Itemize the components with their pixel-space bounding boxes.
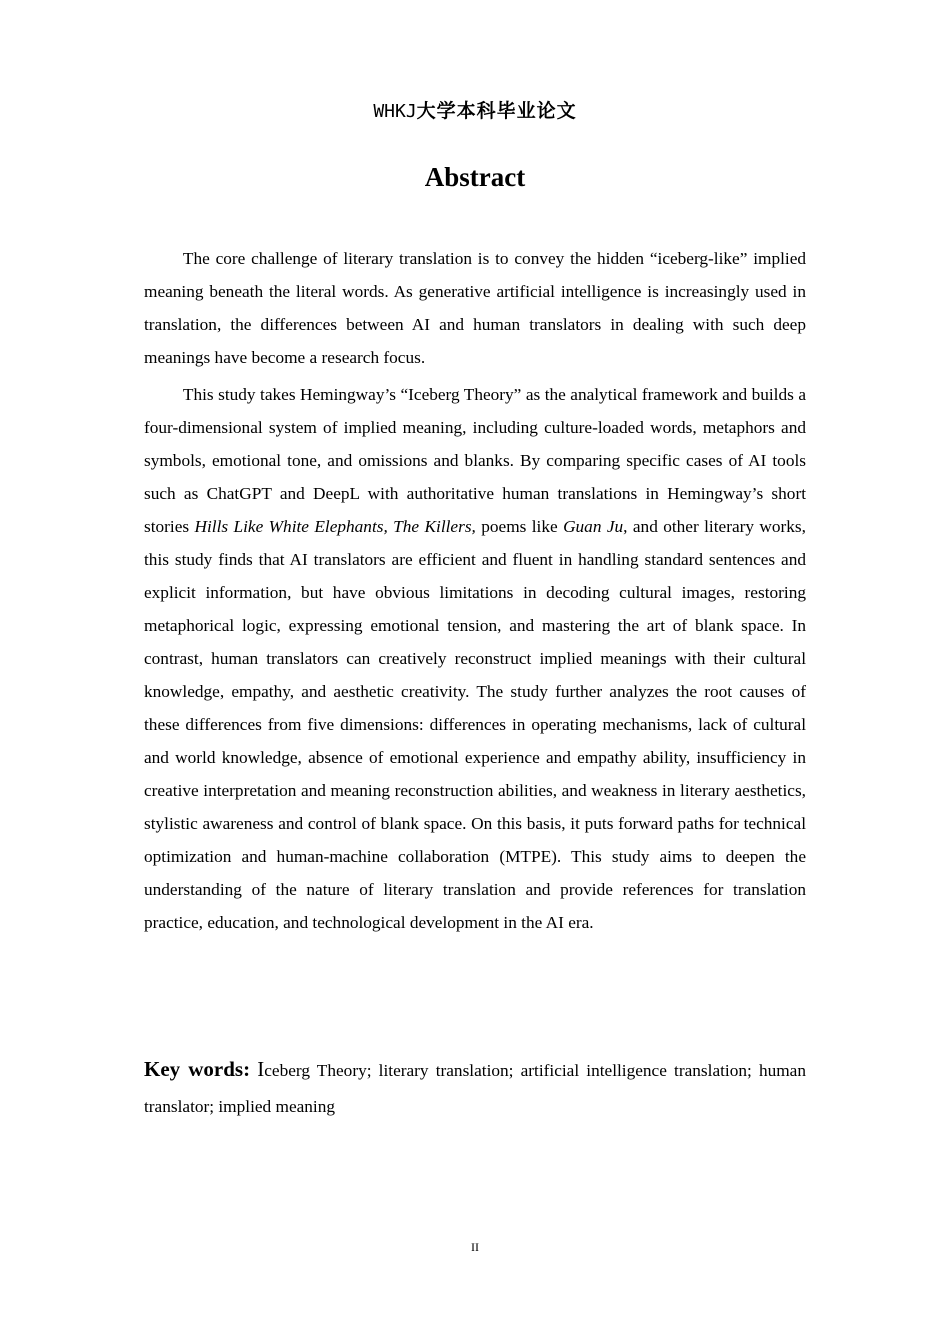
abstract-title: Abstract	[424, 162, 526, 192]
paragraph-2-text-part-3: , and other literary works, this study finds that AI translators are efficient and fluent in handling standard sentences and explicit information, but have obvious limitations in decoding cultural images, restoring metaphorical logic, expressing emotional tension, and mastering the art of blank space. In contrast, human translators can creatively reconstruct implied meanings with their cultural knowledge, empathy, and aesthetic creativity. The study further analyzes the root causes of these differences from five dimensions: differences in operating mechanisms, lack of cultural and world knowledge, absence of emotional experience and empathy ability, insufficiency in creative interpretation and meaning reconstruction abilities, and weakness in literary aesthetics, stylistic awareness and control of blank space. On this basis, it puts forward paths for technical optimization and human-machine collaboration (MTPE). This study aims to deepen the understanding of the nature of literary translation and provide references for translation practice, education, and technological development in the AI era.	[144, 517, 806, 932]
page-header	[0, 96, 950, 123]
paragraph-2-text-part-1: This study takes Hemingway’s “Iceberg Theory” as the analytical framework and builds a four-dimensional system of implied meaning, including culture-loaded words, metaphors and symbols, emotional tone, and omissions and blanks. By comparing specific cases of AI tools such as ChatGPT and DeepL with authoritative human translations in Hemingway’s short stories	[144, 385, 806, 536]
abstract-body	[144, 242, 806, 939]
keywords-label: Key words:	[144, 1057, 251, 1081]
keywords-initial-letter: I	[257, 1057, 265, 1081]
page-number: II	[471, 1240, 479, 1254]
hemingway-story-titles: Hills Like White Elephants, The Killers,	[194, 517, 476, 536]
header-title: 大学本科毕业论文	[416, 100, 577, 122]
abstract-paragraph-1: The core challenge of literary translation is to convey the hidden “iceberg-like” implied meaning beneath the literal words. As generative artificial intelligence is increasingly used in translation, the differences between AI and human translators in dealing with such deep meanings have become a research focus.	[144, 249, 806, 367]
keywords-text: ceberg Theory; literary translation; artificial intelligence translation; human translator; implied meaning	[144, 1061, 806, 1116]
abstract-paragraph-2	[144, 378, 806, 939]
paragraph-2-text-part-2: poems like	[475, 517, 564, 536]
university-code: WHKJ	[373, 101, 417, 122]
keywords-section	[144, 1051, 806, 1125]
poem-title: Guan Ju	[563, 517, 624, 536]
